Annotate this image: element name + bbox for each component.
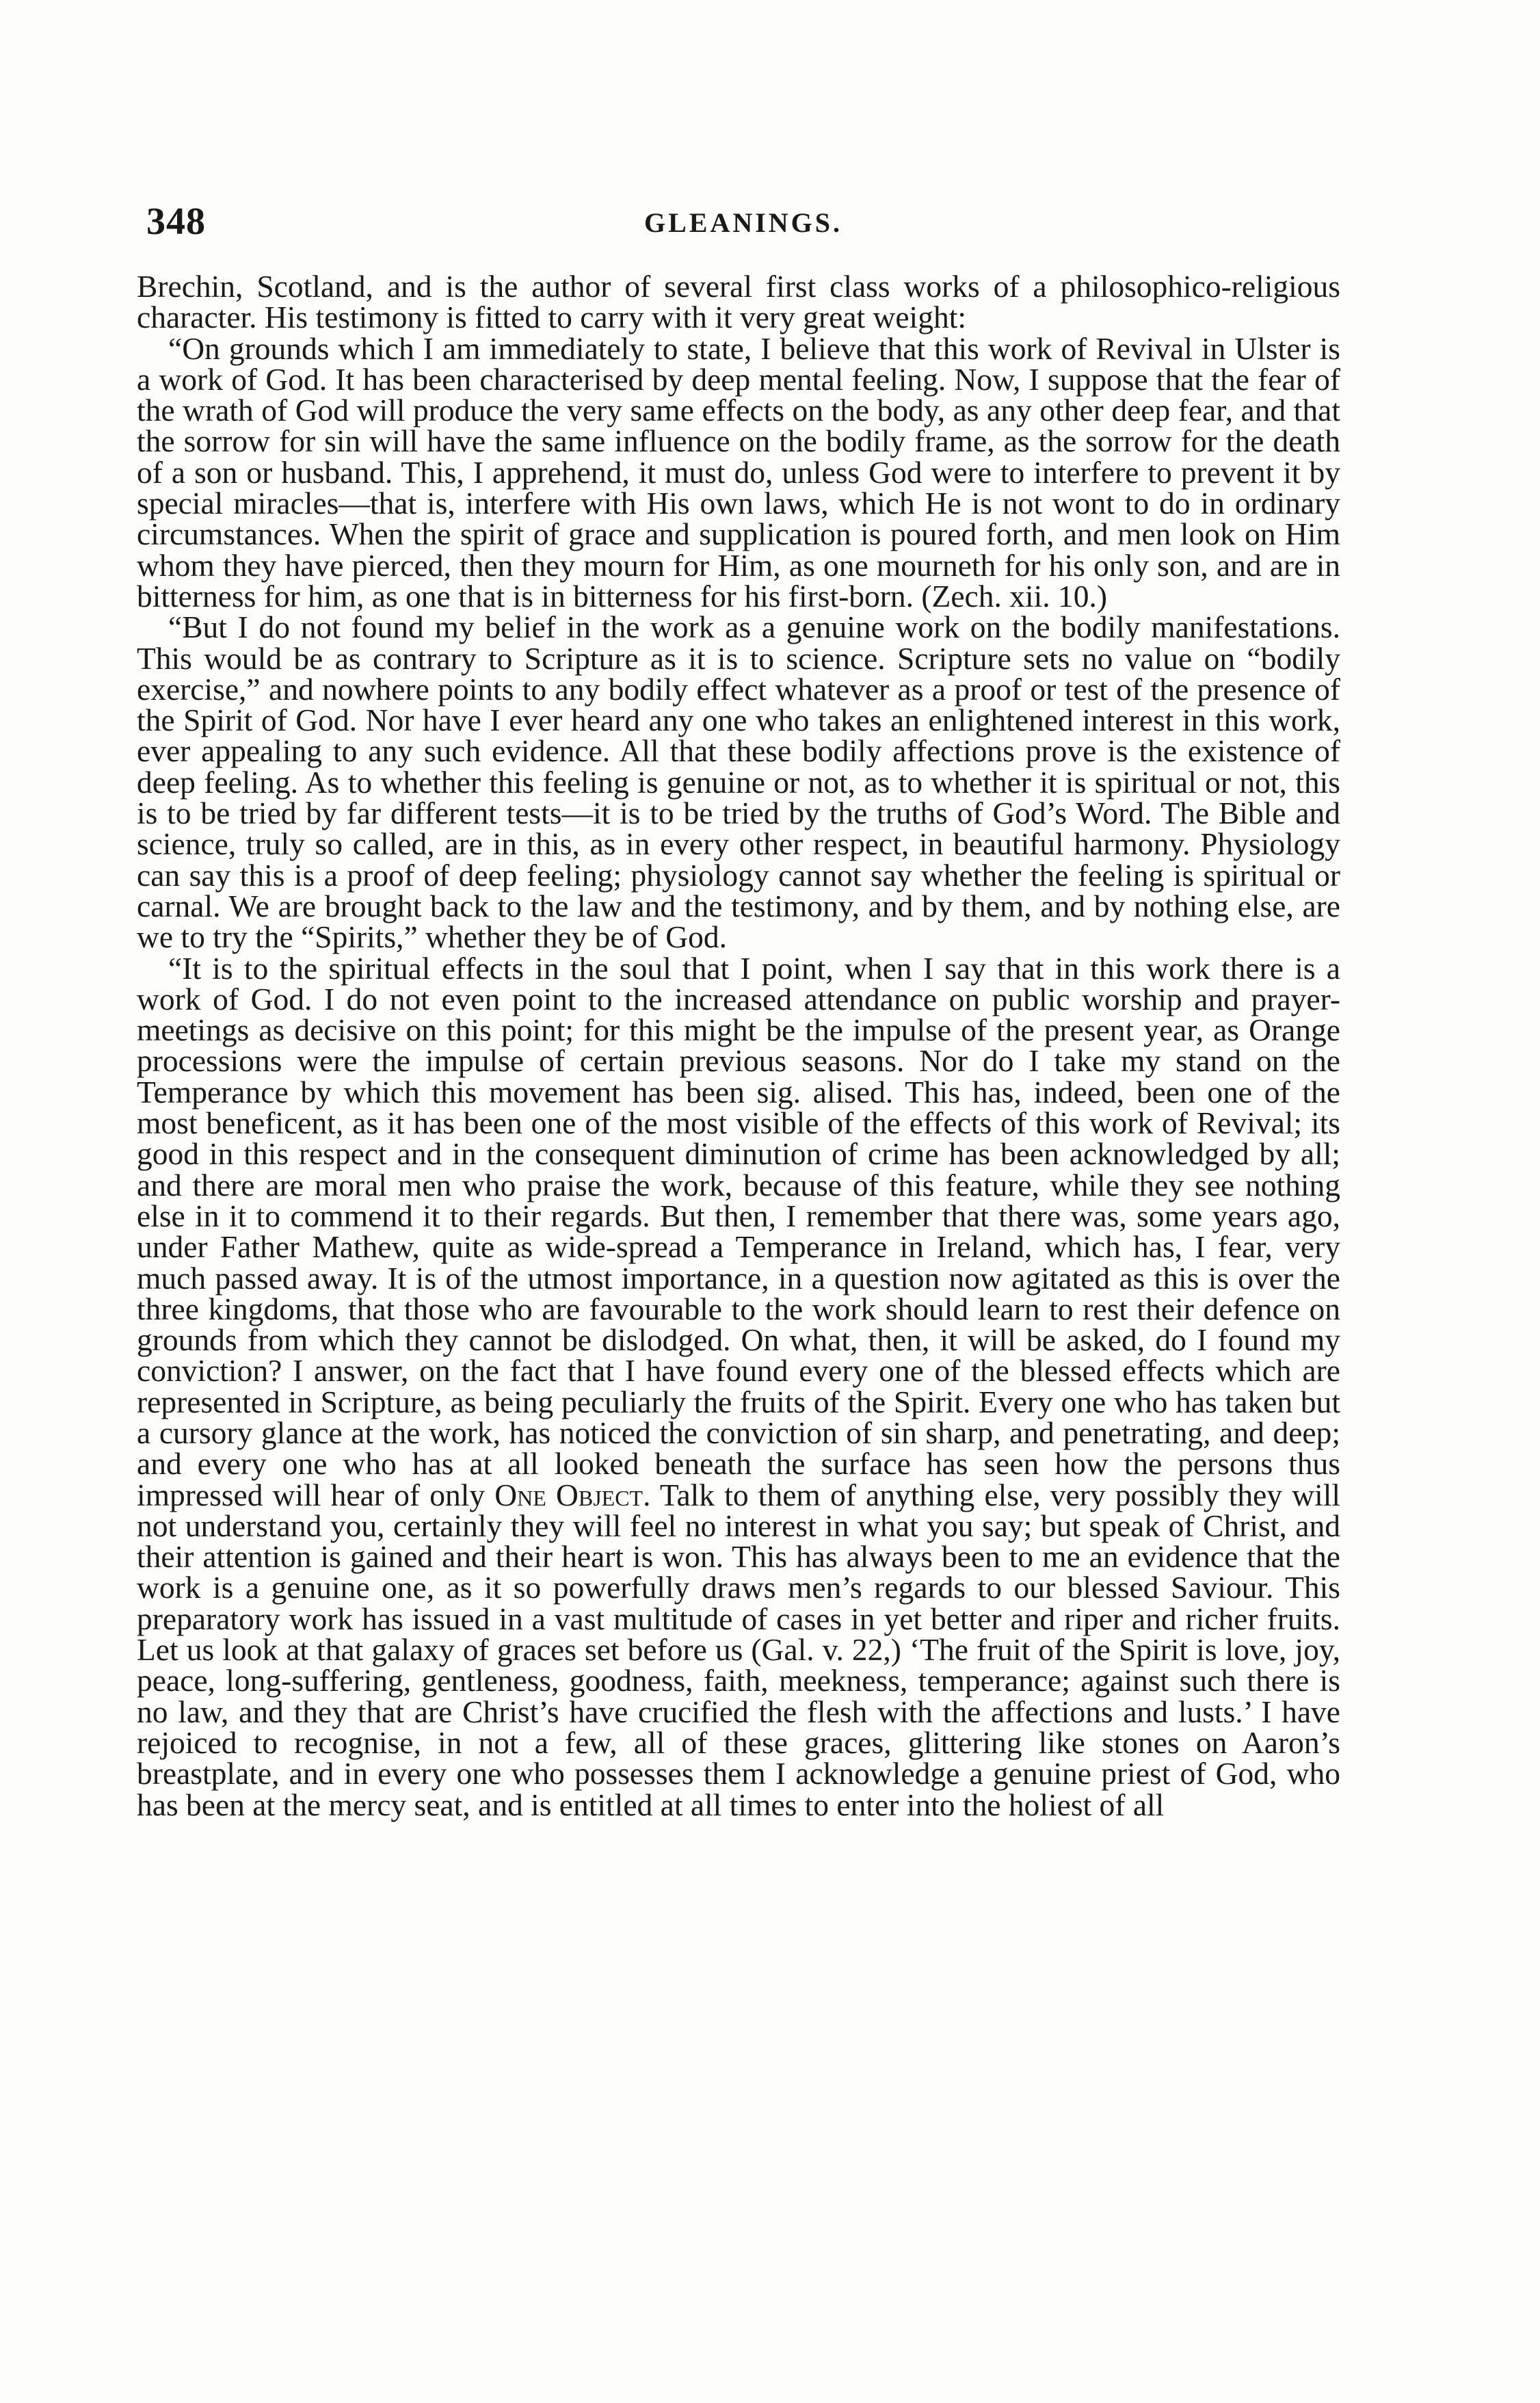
small-caps-one-object: One Object.	[494, 1477, 651, 1512]
paragraph-quote-bodily-manifestations: “But I do not found my belief in the work as a genuine work on the bodily manifestations. This would be as contrary to Scripture as it is to science. Scripture sets no value on “bodily exercise,” and nowhere points to any bodily effect whatever as a proof or test of the presence of the Spirit of God. Nor have I ever heard any one who takes an enlightened interest in this work, ever appealing to any such evidence. All that these bodily affections prove is the existence of deep feeling. As to whether this feeling is genuine or not, as to whether it is spiritual or not, this is to be tried by far different tests—it is to be tried by the truths of God’s Word. The Bible and science, truly so called, are in this, as in every other respect, in beautiful harmony. Physiology can say this is a proof of deep feeling; physiology cannot say whether the feeling is spiritual or carnal. We are brought back to the law and the testimony, and by them, and by nothing else, are we to try the “Spirits,” whether they be of God.	[137, 609, 1340, 955]
paragraph-text-part-2: Talk to them of anything else, very possibly they will not understand you, certainly they will feel no interest in what you say; but speak of Christ, and their attention is gained and their heart is won. This has always been to me an evidence that the work is a genuine one, as it so powerfully draws men’s regards to our blessed Saviour. This preparatory work has issued in a vast multitude of cases in yet better and riper and richer fruits. Let us look at that galaxy of graces set before us (Gal. v. 22,) ‘The fruit of the Spirit is love, joy, peace, long-suffering, gentleness, goodness, faith, meekness, temperance; against such there is no law, and they that are Christ’s have crucified the flesh with the affections and lusts.’ I have rejoiced to recognise, in not a few, all of these graces, glittering like stones on Aaron’s breastplate, and in every one who possesses them I acknowledge a genuine priest of God, who has been at the mercy seat, and is entitled at all times to enter into the holiest of all	[137, 1477, 1340, 1822]
page-number: 348	[146, 200, 206, 243]
paragraph-continuation: Brechin, Scotland, and is the author of several first class works of a philosophico-religious character. His testimony is fitted to carry with it very great weight:	[137, 269, 1340, 335]
running-title: GLEANINGS.	[643, 207, 843, 238]
paragraph-quote-revival: “On grounds which I am immediately to state, I believe that this work of Revival in Ulster is a work of God. It has been characterised by deep mental feeling. Now, I suppose that the fear of the wrath of God will produce the very same effects on the body, as any other deep fear, and that the sorrow for sin will have the same influence on the bodily frame, as the sorrow for the death of a son or husband. This, I apprehend, it must do, unless God were to interfere to prevent it by special miracles—that is, interfere with His own laws, which He is not wont to do in ordinary circumstances. When the spirit of grace and supplication is poured forth, and men look on Him whom they have pierced, then they mourn for Him, as one mourneth for his only son, and are in bitterness for him, as one that is in bitterness for his first-born. (Zech. xii. 10.)	[137, 330, 1340, 614]
paragraph-quote-spiritual-effects	[137, 950, 1340, 1822]
running-head	[146, 200, 1340, 254]
body-text	[137, 271, 1340, 1820]
paragraph-text-part-1: “It is to the spiritual effects in the soul that I point, when I say that in this work there is a work of God. I do not even point to the increased attendance on public worship and prayer-meetings as decisive on this point; for this might be the impulse of the present year, as Orange processions were the impulse of certain previous seasons. Nor do I take my stand on the Temperance by which this movement has been sig. alised. This has, indeed, been one of the most beneficent, as it has been one of the most visible of the effects of this work of Revival; its good in this respect and in the consequent diminution of crime has been acknowledged by all; and there are moral men who praise the work, because of this feature, while they see nothing else in it to commend it to their regards. But then, I remember that there was, some years ago, under Father Mathew, quite as wide-spread a Temperance in Ireland, which has, I fear, very much passed away. It is of the utmost importance, in a question now agitated as this is over the three kingdoms, that those who are favourable to the work should learn to rest their defence on grounds from which they cannot be dislodged. On what, then, it will be asked, do I found my conviction? I answer, on the fact that I have found every one of the blessed effects which are represented in Scripture, as being peculiarly the fruits of the Spirit. Every one who has taken but a cursory glance at the work, has noticed the conviction of sin sharp, and penetrating, and deep; and every one who has at all looked beneath the surface has seen how the persons thus impressed will hear of only	[137, 950, 1340, 1512]
